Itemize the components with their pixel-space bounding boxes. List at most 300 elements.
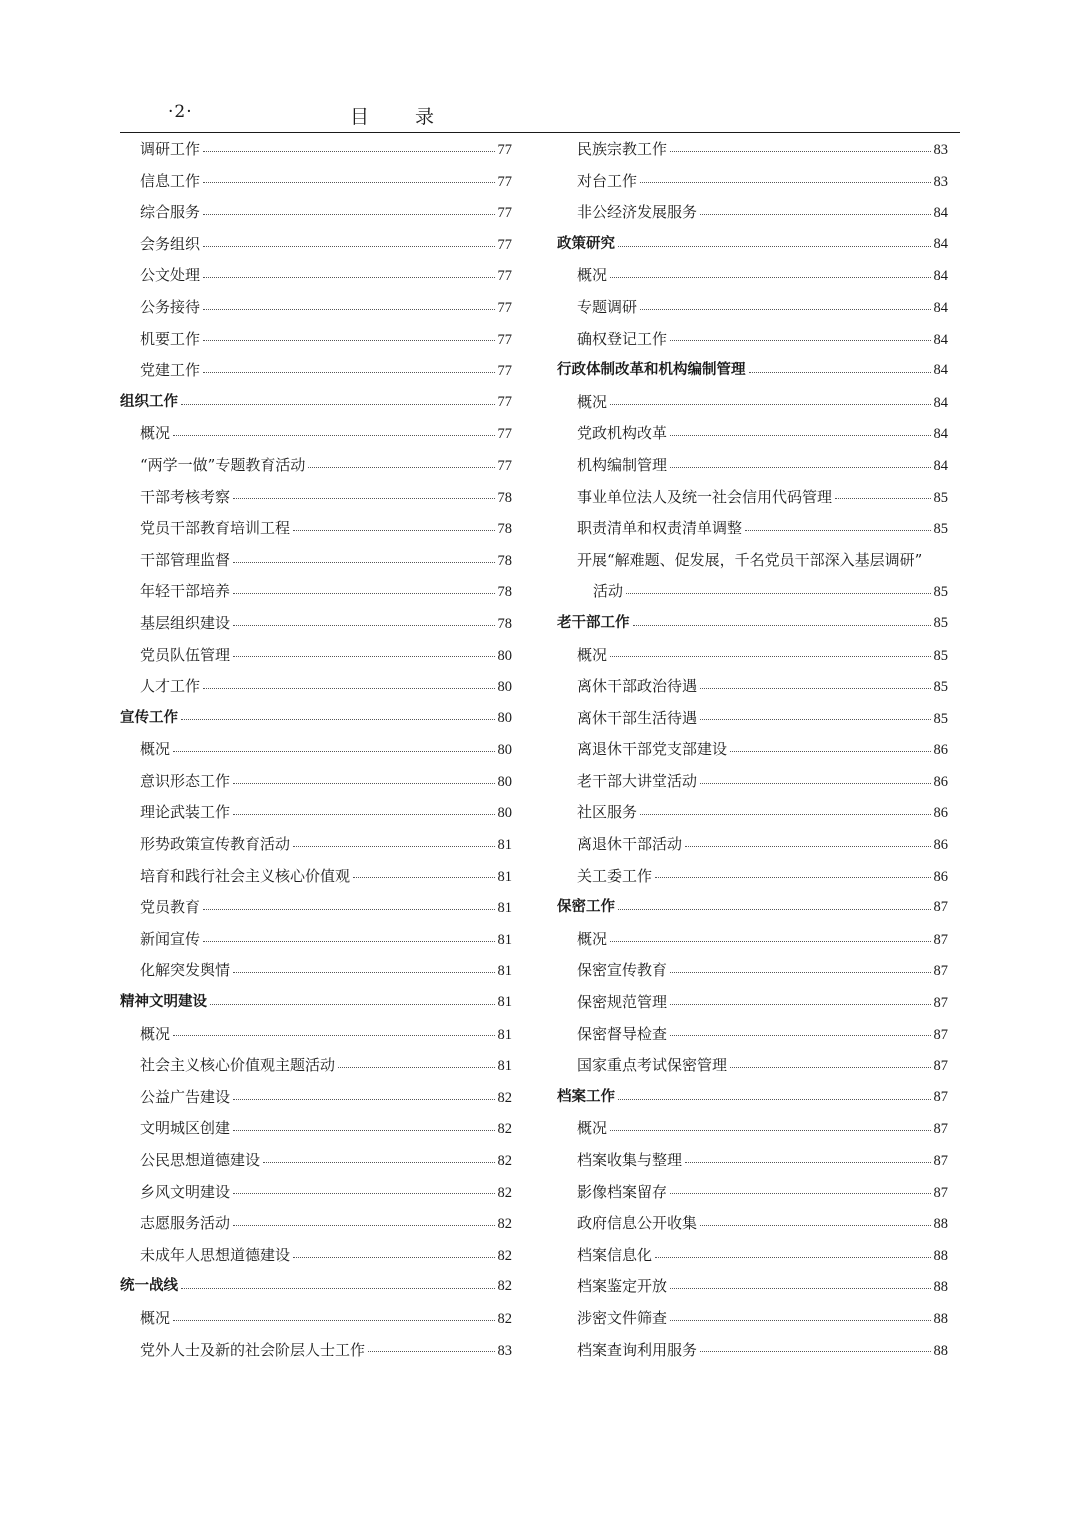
toc-entry-page-number: 87	[933, 1088, 948, 1105]
toc-entry-label: 意识形态工作	[140, 771, 231, 790]
toc-section-entry	[557, 608, 948, 640]
toc-entry-page-number: 81	[497, 931, 512, 948]
toc-entry-page-number: 80	[497, 773, 512, 790]
toc-subsection-entry	[557, 1019, 948, 1051]
toc-entry-page-number: 84	[933, 331, 948, 348]
toc-subsection-entry	[557, 797, 948, 829]
toc-entry-label: 统一战线	[120, 1278, 178, 1295]
toc-entry-label: 文明城区创建	[140, 1119, 231, 1138]
toc-subsection-entry	[557, 482, 948, 514]
toc-entry-label: 政府信息公开收集	[577, 1214, 698, 1233]
dot-leader	[618, 908, 931, 910]
dot-leader	[610, 655, 930, 657]
dot-leader	[233, 592, 494, 594]
dot-leader	[700, 687, 930, 689]
toc-subsection-entry	[557, 955, 948, 987]
toc-entry-page-number: 81	[497, 963, 512, 980]
toc-entry-page-number: 77	[497, 142, 512, 158]
toc-subsection-entry	[557, 1145, 948, 1177]
dot-leader	[203, 687, 494, 689]
toc-entry-label: 会务组织	[140, 234, 201, 253]
toc-entry-page-number: 80	[497, 709, 512, 726]
toc-entry-page-number: 84	[933, 235, 948, 252]
toc-entry-page-number: 84	[933, 426, 948, 443]
toc-section-entry	[557, 355, 948, 387]
dot-leader	[685, 845, 930, 847]
dot-leader	[203, 339, 494, 341]
page-number: ·2·	[168, 102, 193, 122]
toc-subsection-entry	[557, 1271, 948, 1303]
toc-subsection-entry	[557, 1240, 948, 1272]
toc-entry-label: 开展“解难题、促发展，千名党员干部深入基层调研”	[577, 550, 923, 569]
toc-section-entry	[557, 892, 948, 924]
toc-entry-label: 职责清单和权责清单调整	[577, 519, 743, 538]
toc-entry-page-number: 84	[933, 394, 948, 411]
toc-subsection-entry	[557, 292, 948, 324]
toc-section-entry	[557, 229, 948, 261]
toc-entry-page-number: 82	[497, 1216, 512, 1233]
dot-leader	[203, 308, 494, 310]
toc-entry-label: 档案工作	[557, 1088, 615, 1105]
toc-entry-page-number: 81	[497, 837, 512, 854]
toc-entry-label: 概况	[140, 1024, 171, 1043]
toc-entry-label: 党员干部教育培训工程	[140, 519, 291, 538]
dot-leader	[670, 1003, 930, 1005]
toc-entry-label: 机构编制管理	[577, 455, 668, 474]
toc-entry-page-number: 87	[933, 1058, 948, 1075]
toc-entry-label: 离退休干部活动	[577, 835, 683, 854]
dot-leader	[338, 1066, 494, 1068]
toc-entry-label: 党政机构改革	[577, 424, 668, 443]
toc-subsection-entry	[557, 166, 948, 198]
toc-entry-label: 老干部大讲堂活动	[577, 771, 698, 790]
dot-leader	[618, 1098, 931, 1100]
toc-entry-label: 概况	[577, 645, 608, 664]
dot-leader	[368, 1350, 494, 1352]
dot-leader	[203, 371, 494, 373]
toc-entry-page-number: 81	[497, 994, 512, 1011]
dot-leader	[670, 971, 930, 973]
toc-subsection-entry	[120, 292, 512, 324]
toc-subsection-entry	[120, 482, 512, 514]
toc-entry-label: 涉密文件筛查	[577, 1308, 668, 1327]
toc-section-entry	[120, 1271, 512, 1303]
dot-leader	[203, 181, 494, 183]
toc-entry-page-number: 81	[497, 868, 512, 885]
dot-leader	[233, 1224, 494, 1226]
toc-entry-page-number: 86	[933, 805, 948, 822]
toc-subsection-entry	[557, 1303, 948, 1335]
dot-leader	[203, 245, 494, 247]
toc-entry-page-number: 82	[497, 1089, 512, 1106]
toc-entry-label: 专题调研	[577, 297, 638, 316]
toc-entry-label: 公文处理	[140, 266, 201, 285]
toc-entry-label: 公益广告建设	[140, 1087, 231, 1106]
toc-subsection-entry	[557, 1335, 948, 1367]
toc-entry-label: 保密督导检查	[577, 1024, 668, 1043]
dot-leader	[308, 466, 494, 468]
toc-entry-page-number: 83	[497, 1342, 512, 1359]
dot-leader	[610, 276, 930, 278]
toc-subsection-entry	[120, 1019, 512, 1051]
dot-leader	[670, 1192, 930, 1194]
toc-entry-page-number: 86	[933, 742, 948, 759]
dot-leader	[263, 1161, 494, 1163]
toc-subsection-entry	[120, 1082, 512, 1114]
toc-entry-page-number: 84	[933, 457, 948, 474]
toc-entry-label: 宣传工作	[120, 709, 178, 726]
toc-entry-label: 精神文明建设	[120, 994, 207, 1011]
dot-leader	[700, 1350, 930, 1352]
toc-entry-label: 组织工作	[120, 393, 178, 410]
toc-entry-page-number: 87	[933, 1121, 948, 1138]
toc-entry-label: 未成年人思想道德建设	[140, 1245, 291, 1264]
toc-entry-label: 新闻宣传	[140, 929, 201, 948]
toc-entry-page-number: 80	[497, 647, 512, 664]
dot-leader	[233, 655, 494, 657]
toc-entry-label: 概况	[140, 424, 171, 443]
dot-leader	[233, 561, 494, 563]
toc-entry-page-number: 77	[497, 236, 512, 253]
toc-entry-page-number: 85	[933, 614, 948, 631]
dot-leader	[233, 813, 494, 815]
toc-entry-page-number: 88	[933, 1247, 948, 1264]
dot-leader	[181, 718, 495, 720]
toc-entry-label: 社区服务	[577, 803, 638, 822]
toc-subsection-entry	[557, 829, 948, 861]
toc-entry-label: 非公经济发展服务	[577, 203, 698, 222]
toc-subsection-entry	[120, 671, 512, 703]
toc-entry-page-number: 84	[933, 268, 948, 285]
dot-leader	[203, 940, 494, 942]
dot-leader	[203, 213, 494, 215]
toc-entry-page-number: 81	[497, 1026, 512, 1043]
toc-entry-page-number: 78	[497, 615, 512, 632]
toc-entry-page-number: 85	[933, 647, 948, 664]
toc-entry-page-number: 77	[497, 393, 512, 410]
dot-leader	[640, 181, 930, 183]
toc-subsection-entry	[557, 1050, 948, 1082]
dot-leader	[203, 908, 494, 910]
toc-entry-label: 社会主义核心价值观主题活动	[140, 1056, 336, 1075]
dot-leader	[835, 497, 930, 499]
toc-entry-label: 档案收集与整理	[577, 1151, 683, 1169]
toc-subsection-entry	[557, 513, 948, 545]
toc-entry-label: 民族宗教工作	[577, 140, 668, 158]
dot-leader	[233, 1129, 494, 1131]
dot-leader	[670, 466, 930, 468]
toc-entry-label: 概况	[577, 392, 608, 411]
dot-leader	[181, 1287, 495, 1289]
toc-subsection-entry	[120, 197, 512, 229]
toc-subsection-entry	[120, 418, 512, 450]
dot-leader	[173, 1319, 494, 1321]
toc-subsection-entry	[557, 640, 948, 672]
toc-subsection-entry	[120, 1208, 512, 1240]
toc-entry-page-number: 77	[497, 205, 512, 222]
toc-entry-page-number: 83	[933, 173, 948, 190]
toc-subsection-entry	[120, 766, 512, 798]
dot-leader	[233, 971, 494, 973]
toc-entry-label: 干部考核考察	[140, 487, 231, 506]
toc-subsection-entry	[120, 892, 512, 924]
toc-subsection-entry	[120, 324, 512, 356]
dot-leader	[670, 1034, 930, 1036]
toc-subsection-entry	[557, 1177, 948, 1209]
dot-leader	[173, 1034, 494, 1036]
toc-entry-label: 档案鉴定开放	[577, 1277, 668, 1296]
toc-section-entry	[120, 703, 512, 735]
toc-subsection-entry	[557, 387, 948, 419]
toc-entry-page-number: 77	[497, 268, 512, 285]
dot-leader	[655, 876, 930, 878]
toc-entry-page-number: 78	[497, 521, 512, 538]
dot-leader	[210, 1003, 495, 1005]
toc-subsection-entry	[120, 576, 512, 608]
dot-leader	[749, 371, 931, 373]
dot-leader	[670, 339, 930, 341]
toc-subsection-entry	[120, 229, 512, 261]
dot-leader	[203, 150, 494, 152]
toc-entry-label: 乡风文明建设	[140, 1182, 231, 1201]
toc-subsection-entry	[557, 324, 948, 356]
toc-subsection-entry	[557, 671, 948, 703]
dot-leader	[670, 434, 930, 436]
toc-subsection-entry-continuation	[557, 576, 948, 608]
dot-leader	[626, 592, 930, 594]
toc-entry-label: 基层组织建设	[140, 613, 231, 632]
toc-entry-label: 党外人士及新的社会阶层人士工作	[140, 1340, 366, 1359]
toc-subsection-entry	[120, 797, 512, 829]
toc-entry-page-number: 88	[933, 1310, 948, 1327]
toc-entry-label: 概况	[140, 1308, 171, 1327]
dot-leader	[700, 1224, 930, 1226]
toc-subsection-entry	[557, 861, 948, 893]
toc-subsection-entry	[120, 134, 512, 166]
toc-entry-label: 档案查询利用服务	[577, 1340, 698, 1359]
dot-leader	[700, 213, 930, 215]
dot-leader	[670, 1287, 930, 1289]
toc-entry-page-number: 77	[497, 331, 512, 348]
toc-subsection-entry	[557, 1113, 948, 1145]
dot-leader	[700, 718, 930, 720]
toc-entry-label: 概况	[577, 266, 608, 285]
toc-entry-label: 概况	[577, 1119, 608, 1138]
toc-subsection-entry	[557, 734, 948, 766]
toc-entry-page-number: 77	[497, 299, 512, 316]
dot-leader	[233, 1098, 494, 1100]
toc-entry-label: 综合服务	[140, 203, 201, 222]
dot-leader	[700, 782, 930, 784]
dot-leader	[233, 624, 494, 626]
toc-entry-label: 公务接待	[140, 297, 201, 316]
toc-entry-label: “两学一做”专题教育活动	[140, 455, 306, 474]
toc-entry-page-number: 84	[933, 299, 948, 316]
dot-leader	[610, 940, 930, 942]
toc-entry-page-number: 82	[497, 1310, 512, 1327]
toc-entry-page-number: 86	[933, 868, 948, 885]
toc-entry-label: 培育和践行社会主义核心价值观	[140, 866, 351, 885]
toc-subsection-entry	[557, 197, 948, 229]
toc-entry-page-number: 77	[497, 363, 512, 380]
toc-entry-label: 离退休干部党支部建设	[577, 740, 728, 759]
toc-entry-page-number: 87	[933, 995, 948, 1012]
toc-entry-label: 党员队伍管理	[140, 645, 231, 664]
dot-leader	[203, 276, 494, 278]
toc-entry-page-number: 85	[933, 710, 948, 727]
toc-entry-page-number: 81	[497, 900, 512, 917]
toc-entry-page-number: 88	[933, 1342, 948, 1359]
toc-entry-label: 保密宣传教育	[577, 961, 668, 980]
toc-subsection-entry	[557, 987, 948, 1019]
toc-subsection-entry	[557, 134, 948, 166]
toc-entry-label: 志愿服务活动	[140, 1214, 231, 1233]
dot-leader	[618, 245, 931, 247]
toc-subsection-entry	[557, 260, 948, 292]
toc-entry-page-number: 88	[933, 1279, 948, 1296]
toc-entry-label: 化解突发舆情	[140, 961, 231, 980]
dot-leader	[655, 1256, 930, 1258]
toc-entry-label: 人才工作	[140, 677, 201, 696]
toc-subsection-entry	[557, 418, 948, 450]
toc-entry-label: 国家重点考试保密管理	[577, 1056, 728, 1075]
toc-subsection-entry	[120, 545, 512, 577]
toc-subsection-entry	[120, 1177, 512, 1209]
toc-subsection-entry	[120, 166, 512, 198]
toc-subsection-entry	[120, 829, 512, 861]
dot-leader	[730, 750, 930, 752]
toc-entry-label: 保密工作	[557, 899, 615, 916]
toc-entry-label: 公民思想道德建设	[140, 1151, 261, 1169]
dot-leader	[353, 876, 494, 878]
dot-leader	[233, 782, 494, 784]
toc-entry-label: 影像档案留存	[577, 1182, 668, 1201]
toc-subsection-entry	[120, 1113, 512, 1145]
toc-subsection-entry	[120, 513, 512, 545]
toc-entry-page-number: 81	[497, 1058, 512, 1075]
toc-entry-page-number: 82	[497, 1121, 512, 1138]
toc-entry-page-number: 78	[497, 552, 512, 569]
toc-entry-page-number: 82	[497, 1278, 512, 1295]
dot-leader	[633, 624, 931, 626]
toc-entry-page-number: 83	[933, 142, 948, 158]
toc-subsection-entry	[120, 1240, 512, 1272]
toc-entry-label: 概况	[577, 929, 608, 948]
toc-subsection-entry	[120, 955, 512, 987]
toc-subsection-entry	[557, 924, 948, 956]
header-rule	[120, 132, 960, 133]
toc-entry-page-number: 80	[497, 679, 512, 696]
toc-subsection-entry	[120, 450, 512, 482]
toc-entry-label: 信息工作	[140, 171, 201, 190]
toc-entry-label: 保密规范管理	[577, 993, 668, 1012]
toc-entry-label: 行政体制改革和机构编制管理	[557, 362, 746, 379]
toc-entry-page-number: 87	[933, 1026, 948, 1043]
toc-subsection-entry	[557, 545, 948, 577]
toc-subsection-entry	[120, 355, 512, 387]
dot-leader	[610, 1129, 930, 1131]
toc-entry-label: 党建工作	[140, 361, 201, 380]
toc-section-entry	[557, 1082, 948, 1114]
toc-subsection-entry	[120, 1145, 512, 1177]
toc-right-column	[557, 134, 948, 1366]
dot-leader	[293, 845, 494, 847]
toc-entry-page-number: 86	[933, 837, 948, 854]
toc-subsection-entry	[120, 734, 512, 766]
toc-subsection-entry	[120, 924, 512, 956]
toc-entry-label: 对台工作	[577, 171, 638, 190]
toc-entry-page-number: 82	[497, 1247, 512, 1264]
toc-subsection-entry	[120, 640, 512, 672]
toc-subsection-entry	[557, 703, 948, 735]
toc-subsection-entry	[557, 766, 948, 798]
toc-left-column	[120, 134, 512, 1366]
toc-entry-label: 档案信息化	[577, 1245, 653, 1264]
toc-entry-page-number: 82	[497, 1153, 512, 1169]
toc-entry-label: 干部管理监督	[140, 550, 231, 569]
toc-subsection-entry	[120, 1303, 512, 1335]
dot-leader	[730, 1066, 930, 1068]
dot-leader	[640, 813, 930, 815]
toc-entry-label: 机要工作	[140, 329, 201, 348]
toc-entry-label: 政策研究	[557, 235, 615, 252]
page-header	[120, 100, 960, 132]
toc-entry-page-number: 77	[497, 457, 512, 474]
toc-entry-label: 形势政策宣传教育活动	[140, 835, 291, 854]
toc-entry-page-number: 85	[933, 489, 948, 506]
dot-leader	[640, 308, 930, 310]
toc-entry-page-number: 78	[497, 489, 512, 506]
toc-entry-page-number: 82	[497, 1184, 512, 1201]
toc-subsection-entry	[557, 1208, 948, 1240]
dot-leader	[610, 403, 930, 405]
toc-entry-label: 老干部工作	[557, 614, 630, 631]
dot-leader	[670, 1319, 930, 1321]
dot-leader	[173, 434, 494, 436]
toc-entry-page-number: 84	[933, 205, 948, 222]
toc-entry-page-number: 87	[933, 1184, 948, 1201]
dot-leader	[181, 403, 495, 405]
dot-leader	[173, 750, 494, 752]
toc-subsection-entry	[120, 1335, 512, 1367]
dot-leader	[293, 1256, 494, 1258]
toc-entry-page-number: 88	[933, 1216, 948, 1233]
dot-leader	[685, 1161, 930, 1163]
toc-subsection-entry	[120, 861, 512, 893]
toc-subsection-entry	[120, 608, 512, 640]
toc-entry-page-number: 80	[497, 742, 512, 759]
toc-entry-page-number: 77	[497, 426, 512, 443]
toc-entry-page-number: 85	[933, 584, 948, 601]
toc-entry-label-continuation: 活动	[593, 582, 624, 601]
toc-entry-page-number: 85	[933, 521, 948, 538]
toc-entry-page-number: 84	[933, 362, 948, 379]
toc-entry-label: 党员教育	[140, 898, 201, 917]
toc-entry-page-number: 87	[933, 1153, 948, 1169]
toc-entry-label: 离休干部政治待遇	[577, 677, 698, 696]
toc-section-entry	[120, 987, 512, 1019]
page-title: 目 录	[350, 106, 455, 128]
toc-subsection-entry	[120, 260, 512, 292]
toc-entry-label: 调研工作	[140, 140, 201, 158]
toc-entry-page-number: 85	[933, 679, 948, 696]
dot-leader	[233, 497, 494, 499]
toc-entry-label: 关工委工作	[577, 866, 653, 885]
toc-entry-label: 确权登记工作	[577, 329, 668, 348]
toc-entry-page-number: 87	[933, 931, 948, 948]
toc-subsection-entry	[557, 450, 948, 482]
toc-entry-page-number: 78	[497, 584, 512, 601]
